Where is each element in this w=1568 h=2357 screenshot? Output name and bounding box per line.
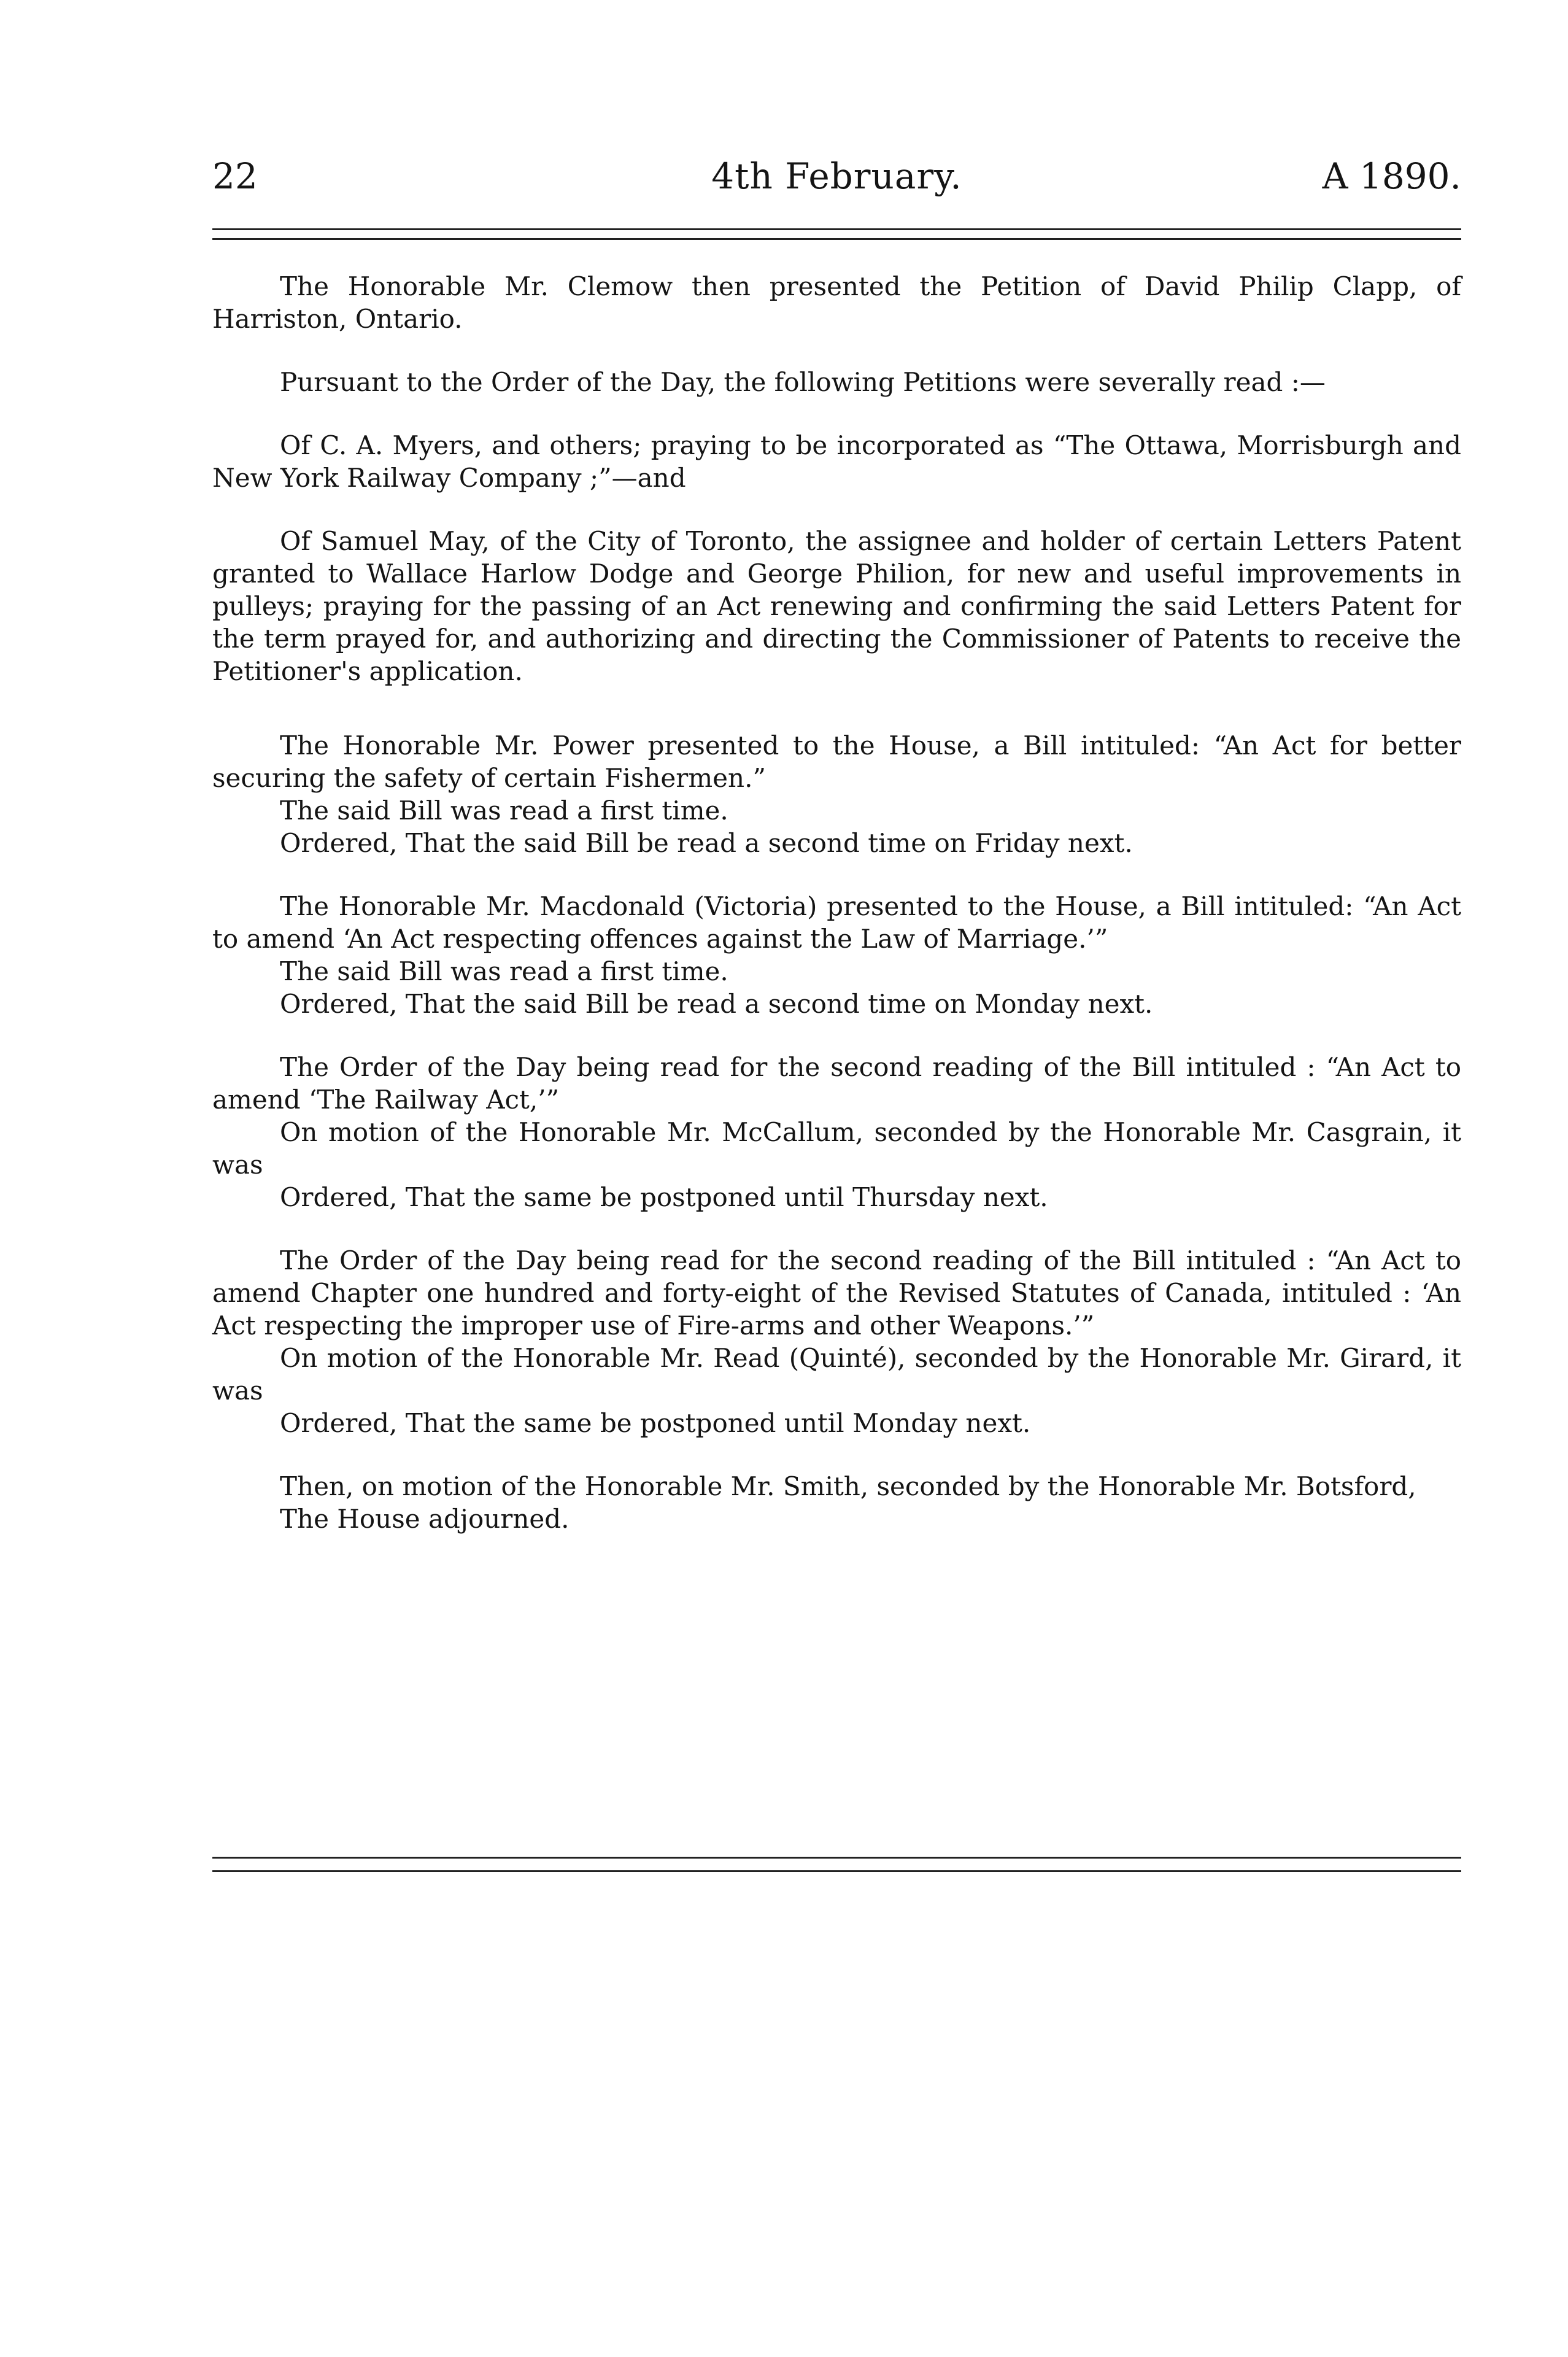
paragraph-macdonald-ordered: Ordered, That the said Bill be read a second time on Monday next. (280, 989, 1153, 1019)
running-head (212, 149, 1461, 204)
footer-rule (212, 1857, 1461, 1859)
paragraph-myers-petition: Of C. A. Myers, and others; praying to be incorporated as “The Ottawa, Morrisburgh and New York Railway Company ;”—and (212, 430, 1461, 493)
paragraph-house-adjourned: The House adjourned. (280, 1504, 570, 1534)
paragraph-macdonald-bill: The Honorable Mr. Macdonald (Victoria) presented to the House, a Bill intituled: “An Act to amend ‘An Act respecting offences against the Law of Marriage.’” (212, 891, 1461, 954)
page-number: 22 (212, 155, 258, 197)
paragraph-petitions-read: Pursuant to the Order of the Day, the following Petitions were severally read :— (280, 367, 1326, 397)
paragraph-clemow-petition: The Honorable Mr. Clemow then presented the Petition of David Philip Clapp, of Harriston, Ontario. (212, 271, 1461, 334)
journal-body (212, 270, 1461, 1535)
page-year: A 1890. (1322, 155, 1461, 197)
paragraph-smith-motion: Then, on motion of the Honorable Mr. Smith, seconded by the Honorable Mr. Botsford, (280, 1471, 1416, 1501)
paragraph-firearms-postponed: Ordered, That the same be postponed until Monday next. (280, 1408, 1031, 1438)
paragraph-power-bill: The Honorable Mr. Power presented to the House, a Bill intituled: “An Act for better securing the safety of certain Fishermen.” (212, 730, 1461, 793)
page-date-title: 4th February. (711, 155, 962, 197)
paragraph-power-ordered: Ordered, That the said Bill be read a second time on Friday next. (280, 828, 1133, 858)
header-rule (212, 228, 1461, 230)
paragraph-macdonald-first-reading: The said Bill was read a first time. (280, 956, 728, 986)
paragraph-read-motion: On motion of the Honorable Mr. Read (Quinté), seconded by the Honorable Mr. Girard, it was (212, 1343, 1461, 1406)
paragraph-mccallum-motion: On motion of the Honorable Mr. McCallum, seconded by the Honorable Mr. Casgrain, it was (212, 1117, 1461, 1180)
paragraph-firearms-order: The Order of the Day being read for the second reading of the Bill intituled : “An Act to amend Chapter one hundred and forty-eight of the Revised Statutes of Canada, intituled : ‘An Act respecting the improper use of Fire-arms and other Weapons.’” (212, 1245, 1461, 1341)
paragraph-railway-act-order: The Order of the Day being read for the second reading of the Bill intituled : “An Act to amend ‘The Railway Act,’” (212, 1052, 1461, 1115)
paragraph-power-first-reading: The said Bill was read a first time. (280, 795, 728, 826)
paragraph-railway-postponed: Ordered, That the same be postponed until Thursday next. (280, 1182, 1048, 1212)
paragraph-may-petition: Of Samuel May, of the City of Toronto, the assignee and holder of certain Letters Patent granted to Wallace Harlow Dodge and George Philion, for new and useful improvements in pulleys; praying for the passing of an Act renewing and confirming the said Letters Patent for the term prayed for, and authorizing and directing the Commissioner of Patents to receive the Petitioner's application. (212, 526, 1461, 686)
